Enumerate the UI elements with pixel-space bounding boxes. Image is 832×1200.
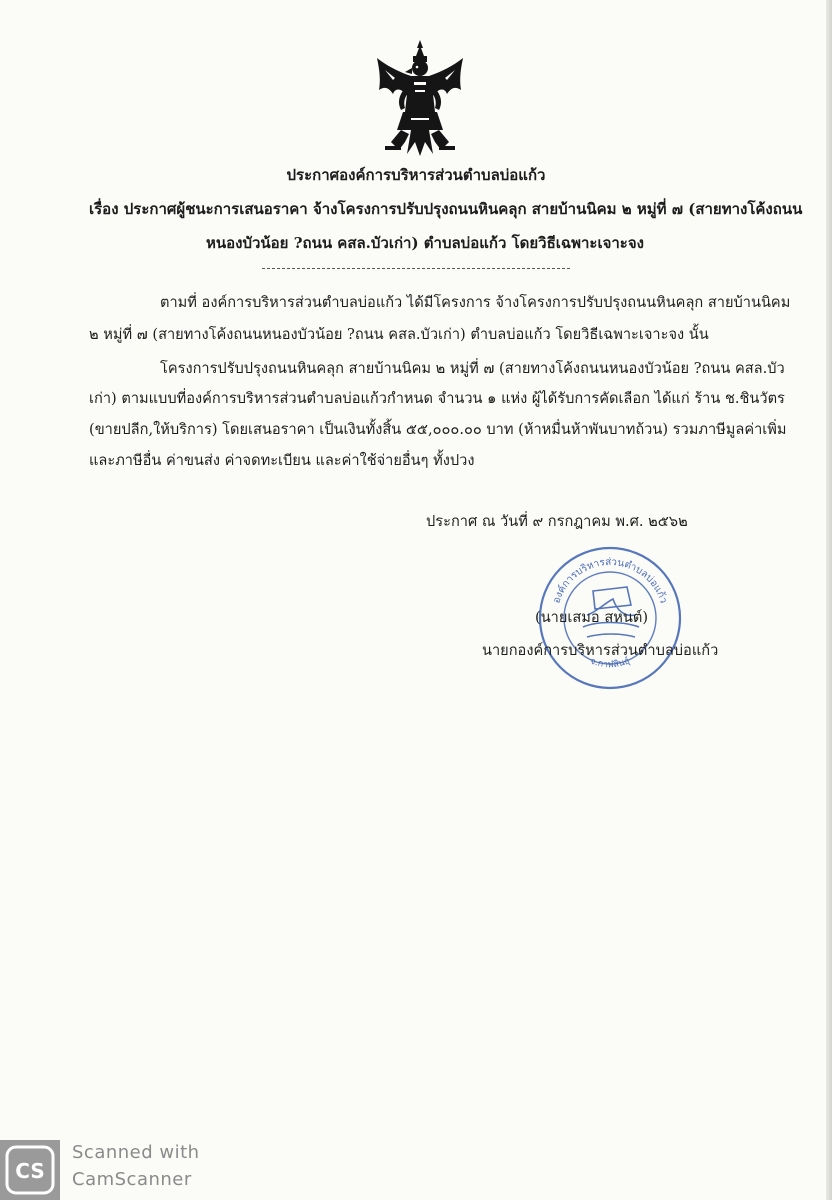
camscanner-logo-icon — [0, 1140, 60, 1200]
watermark-camscanner: CamScanner — [72, 1169, 192, 1190]
camscanner-logo-text: CS — [15, 1159, 45, 1183]
announcement-issuer-title: ประกาศองค์การบริหารส่วนตำบลบ่อแก้ว — [286, 166, 546, 184]
paragraph-1-line-1: ตามที่ องค์การบริหารส่วนตำบลบ่อแก้ว ได้มีโครงการ จ้างโครงการปรับปรุงถนนหินคลุก สายบ้านนิคม — [160, 294, 791, 311]
paragraph-1-line-2: ๒ หมู่ที่ ๗ (สายทางโค้งถนนหนองบัวน้อย ?ถนน คสล.บัวเก่า) ตำบลบ่อแก้ว โดยวิธีเฉพาะเจาะจง นั้น — [89, 326, 709, 343]
header-divider — [262, 268, 570, 269]
announcement-date: ประกาศ ณ วันที่ ๙ กรกฎาคม พ.ศ. ๒๕๖๒ — [426, 513, 688, 530]
paragraph-2-line-1: โครงการปรับปรุงถนนหินคลุก สายบ้านนิคม ๒ หมู่ที่ ๗ (สายทางโค้งถนนหนองบัวน้อย ?ถนน คสล.บัว — [160, 360, 785, 377]
stamp-bottom-text: จ.กาฬสินธุ์ — [588, 656, 632, 671]
signer-position: นายกองค์การบริหารส่วนตำบลบ่อแก้ว — [482, 642, 719, 659]
signer-name: (นายเสมอ สหนต์) — [535, 609, 649, 626]
announcement-subject-line-1: เรื่อง ประกาศผู้ชนะการเสนอราคา จ้างโครงการปรับปรุงถนนหินคลุก สายบ้านนิคม ๒ หมู่ที่ ๗ (สายทางโค้งถนน — [89, 200, 803, 218]
paragraph-2-line-3: (ขายปลีก,ให้บริการ) โดยเสนอราคา เป็นเงินทั้งสิ้น ๕๕,๐๐๐.๐๐ บาท (ห้าหมื่นห้าพันบาทถ้วน) รวมภาษีมูลค่าเพิ่ม — [89, 421, 787, 438]
announcement-subject-line-2: หนองบัวน้อย ?ถนน คสล.บัวเก่า) ตำบลบ่อแก้ว โดยวิธีเฉพาะเจาะจง — [206, 234, 644, 252]
stamp-top-text: องค์การบริหารส่วนตำบลบ่อแก้ว — [551, 556, 669, 605]
paragraph-2-line-4: และภาษีอื่น ค่าขนส่ง ค่าจดทะเบียน และค่าใช้จ่ายอื่นๆ ทั้งปวง — [89, 452, 475, 469]
garuda-emblem-icon — [371, 38, 469, 158]
paragraph-2-line-2: เก่า) ตามแบบที่องค์การบริหารส่วนตำบลบ่อแก้วกำหนด จำนวน ๑ แห่ง ผู้ได้รับการคัดเลือก ได้แก่ ร้าน ช.ชินวัตร — [89, 390, 785, 407]
watermark-scanned-with: Scanned with — [72, 1142, 200, 1163]
